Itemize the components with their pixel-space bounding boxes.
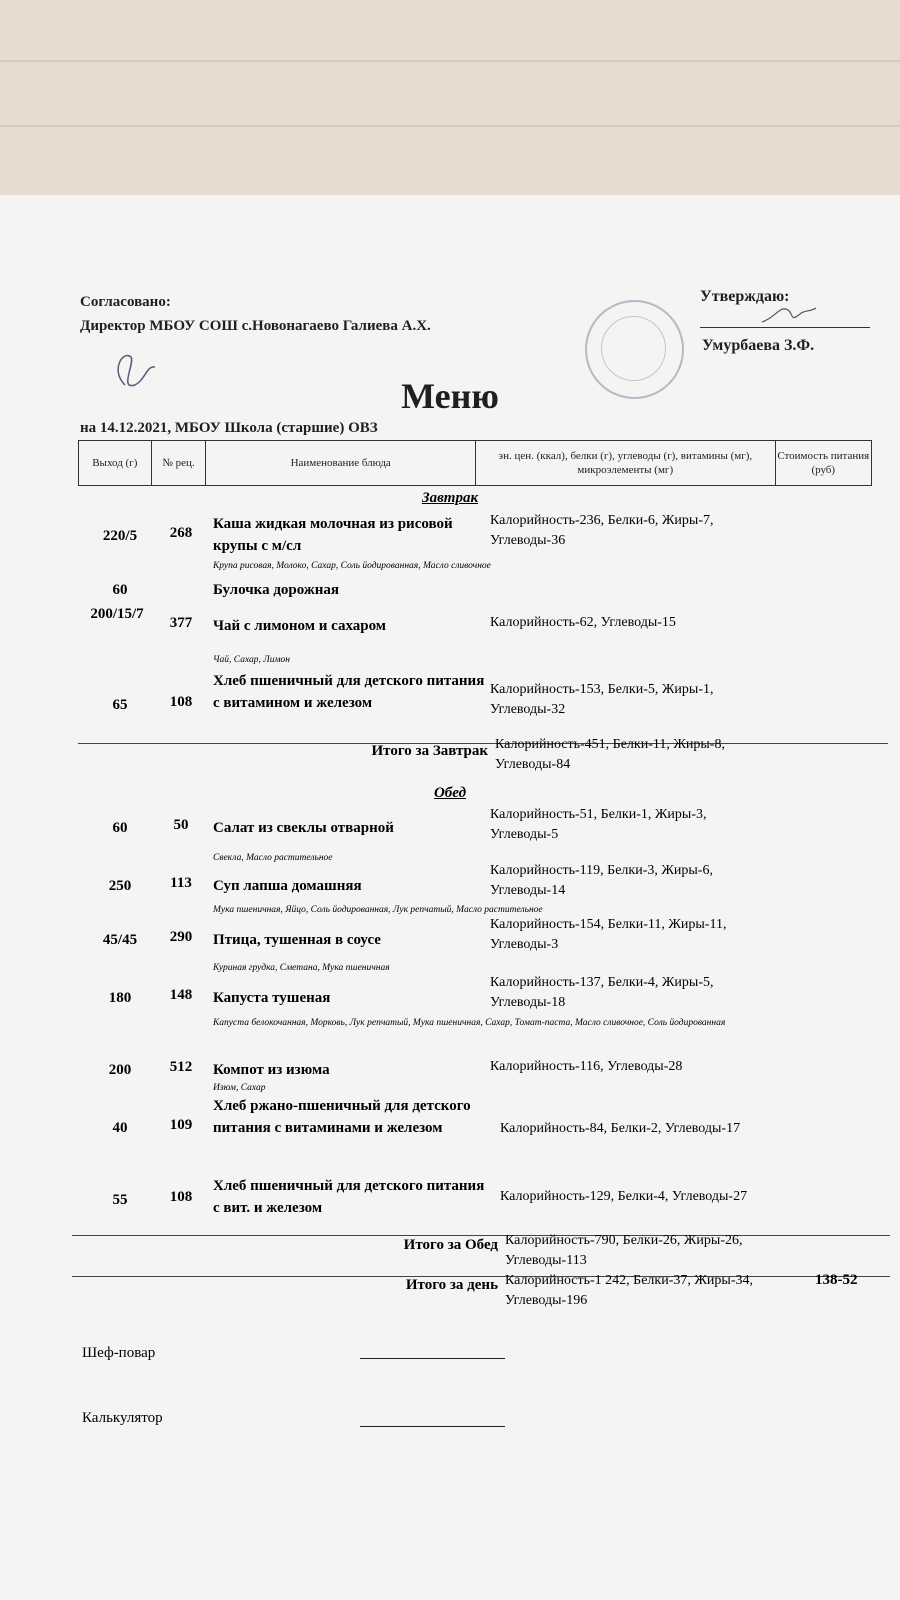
item-ingredients: Куриная грудка, Сметана, Мука пшеничная xyxy=(213,963,390,973)
item-name: Компот из изюма xyxy=(213,1062,330,1078)
menu-sheet xyxy=(0,195,900,1600)
item-name: Суп лапша домашняя xyxy=(213,878,362,894)
page-title: Меню xyxy=(401,376,499,416)
calculator-label: Калькулятор xyxy=(82,1410,163,1426)
agreed-label: Согласовано: xyxy=(80,294,171,310)
item-name: Хлеб ржано-пшеничный для детского питания с витаминами и железом xyxy=(213,1098,471,1136)
item-output: 200 xyxy=(108,1062,132,1078)
item-recipe: 50 xyxy=(173,817,189,833)
item-name: Капуста тушеная xyxy=(213,990,331,1006)
item-recipe: 268 xyxy=(169,525,193,541)
item-output: 60 xyxy=(112,820,128,836)
item-nutrition: Калорийность-51, Белки-1, Жиры-3, Углеводы-5 xyxy=(490,807,707,842)
item-recipe: 148 xyxy=(169,987,193,1003)
chef-signature-line xyxy=(360,1358,505,1359)
day-total-nutrition: Калорийность-1 242, Белки-37, Жиры-34, Углеводы-196 xyxy=(505,1273,753,1308)
header-name: Наименование блюда xyxy=(206,441,476,485)
menu-subtitle: на 14.12.2021, МБОУ Школа (старшие) ОВЗ xyxy=(80,420,378,436)
item-output: 250 xyxy=(108,878,132,894)
item-recipe: 108 xyxy=(169,1189,193,1205)
table-header xyxy=(78,440,872,486)
item-name: Чай с лимоном и сахаром xyxy=(213,618,387,634)
chef-label: Шеф-повар xyxy=(82,1345,156,1361)
item-recipe: 109 xyxy=(169,1117,193,1133)
item-recipe: 290 xyxy=(169,929,193,945)
item-name: Каша жидкая молочная из рисовой крупы с м/сл xyxy=(213,516,453,554)
approver-signature xyxy=(760,300,820,330)
item-recipe: 377 xyxy=(169,615,193,631)
item-nutrition: Калорийность-236, Белки-6, Жиры-7, Углеводы-36 xyxy=(490,513,714,548)
item-output: 45/45 xyxy=(102,932,138,948)
item-recipe: 512 xyxy=(169,1059,193,1075)
item-output: 200/15/7 xyxy=(90,606,144,622)
header-nutrition: эн. цен. (ккал), белки (г), углеводы (г), витамины (мг), микроэлементы (мг) xyxy=(476,441,775,485)
approver-name: Умурбаева З.Ф. xyxy=(702,337,815,354)
item-nutrition: Калорийность-153, Белки-5, Жиры-1, Углеводы-32 xyxy=(490,682,714,717)
item-name: Хлеб пшеничный для детского питания с витамином и железом xyxy=(213,673,485,711)
lunch-total-nutrition: Калорийность-790, Белки-26, Жиры-26, Углеводы-113 xyxy=(505,1233,743,1268)
section-lunch: Обед xyxy=(433,785,467,801)
header-output: Выход (г) xyxy=(79,441,152,485)
item-output: 220/5 xyxy=(102,528,138,544)
section-breakfast: Завтрак xyxy=(421,490,479,506)
item-ingredients: Капуста белокочанная, Морковь, Лук репчатый, Мука пшеничная, Сахар, Томат-паста, Масло сливочное, Соль йодированная xyxy=(213,1018,726,1028)
item-ingredients: Свекла, Масло растительное xyxy=(213,853,333,863)
item-ingredients: Мука пшеничная, Яйцо, Соль йодированная, Лук репчатый, Масло растительное xyxy=(213,905,543,915)
breakfast-total-nutrition: Калорийность-451, Белки-11, Жиры-8, Углеводы-84 xyxy=(495,737,725,772)
item-nutrition: Калорийность-154, Белки-11, Жиры-11, Углеводы-3 xyxy=(490,917,727,952)
item-nutrition: Калорийность-137, Белки-4, Жиры-5, Углеводы-18 xyxy=(490,975,714,1010)
item-name: Салат из свеклы отварной xyxy=(213,820,394,836)
item-ingredients: Изюм, Сахар xyxy=(213,1083,266,1093)
item-output: 60 xyxy=(112,582,128,598)
item-nutrition: Калорийность-62, Углеводы-15 xyxy=(490,615,676,630)
item-output: 40 xyxy=(112,1120,128,1136)
item-name: Булочка дорожная xyxy=(213,582,340,598)
item-name: Птица, тушенная в соусе xyxy=(213,932,381,948)
item-nutrition: Калорийность-119, Белки-3, Жиры-6, Углеводы-14 xyxy=(490,863,713,898)
item-nutrition: Калорийность-116, Углеводы-28 xyxy=(490,1059,683,1074)
header-recipe: № рец. xyxy=(152,441,207,485)
item-nutrition: Калорийность-84, Белки-2, Углеводы-17 xyxy=(500,1121,741,1136)
approve-label: Утверждаю: xyxy=(700,288,790,305)
item-output: 65 xyxy=(112,697,128,713)
agreement-block xyxy=(80,290,431,338)
item-nutrition: Калорийность-129, Белки-4, Углеводы-27 xyxy=(500,1189,748,1204)
item-name: Хлеб пшеничный для детского питания с вит. и железом xyxy=(213,1178,485,1216)
item-ingredients: Крупа рисовая, Молоко, Сахар, Соль йодированная, Масло сливочное xyxy=(213,561,491,571)
breakfast-total-label: Итого за Завтрак xyxy=(371,743,488,759)
director-line: Директор МБОУ СОШ с.Новонагаево Галиева А.Х. xyxy=(80,318,431,334)
item-output: 55 xyxy=(112,1192,128,1208)
lunch-total-label: Итого за Обед xyxy=(403,1237,498,1253)
item-ingredients: Чай, Сахар, Лимон xyxy=(213,655,290,665)
day-total-label: Итого за день xyxy=(405,1277,498,1293)
calculator-signature-line xyxy=(360,1426,505,1427)
header-cost: Стоимость питания (руб) xyxy=(777,450,870,476)
day-total-cost: 138-52 xyxy=(815,1272,858,1288)
item-output: 180 xyxy=(108,990,132,1006)
item-recipe: 113 xyxy=(170,875,192,891)
item-recipe: 108 xyxy=(169,694,193,710)
